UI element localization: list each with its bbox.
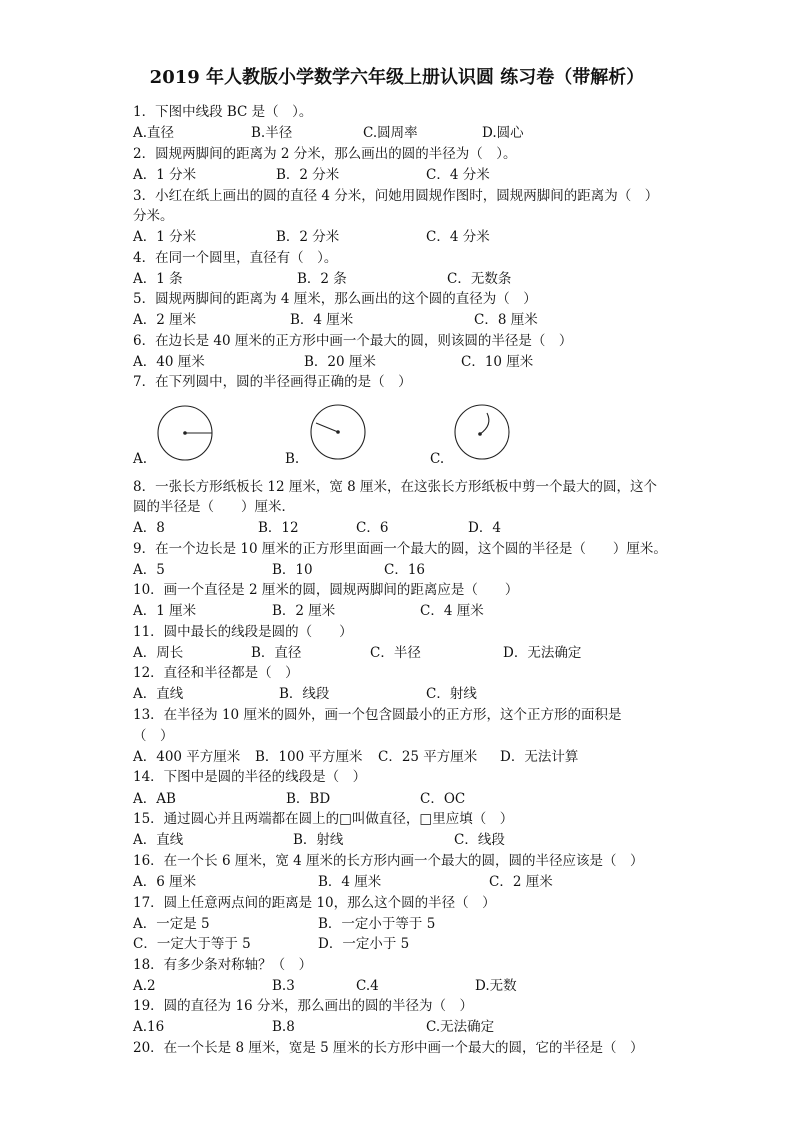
curved-line-c — [480, 413, 489, 434]
question-stem: 6．在边长是 40 厘米的正方形中画一个最大的圆，则该圆的半径是（ ） — [133, 333, 573, 349]
option-b: B. — [285, 451, 300, 467]
option-a: A．AB — [133, 791, 176, 807]
option-c: C．10 厘米 — [461, 354, 534, 370]
center-dot-c — [478, 432, 482, 436]
option-b: B．4 厘米 — [318, 874, 382, 890]
question-stem-continued: （ ） — [133, 728, 174, 744]
option-a: A．直线 — [133, 832, 184, 848]
question-stem: 5．圆规两脚间的距离为 4 厘米，那么画出的这个圆的直径为（ ） — [133, 291, 537, 307]
option-c: C．OC — [420, 791, 466, 807]
question-stem: 4．在同一个圆里，直径有（ ）。 — [133, 250, 338, 266]
option-c: C．一定大于等于 5 — [133, 936, 251, 952]
radius-line-b — [316, 423, 338, 432]
option-a: A．一定是 5 — [133, 916, 210, 932]
question-stem: 9．在一个边长是 10 厘米的正方形里面画一个最大的圆，这个圆的半径是（ ）厘米。 — [133, 541, 667, 557]
option-a: A.2 — [133, 978, 156, 994]
radius-figures — [130, 398, 530, 468]
question-stem: 7．在下列圆中，圆的半径画得正确的是（ ） — [133, 374, 412, 390]
option-c: C．射线 — [426, 686, 477, 702]
question-stem: 10．画一个直径是 2 厘米的圆，圆规两脚间的距离应是（ ） — [133, 582, 519, 598]
option-d: D.圆心 — [482, 125, 524, 141]
option-a: A．1 条 — [133, 271, 183, 287]
option-a: A．8 — [133, 520, 165, 536]
option-c: C.圆周率 — [363, 125, 418, 141]
question-stem: 8．一张长方形纸板长 12 厘米，宽 8 厘米，在这张长方形纸板中剪一个最大的圆，这个 — [133, 479, 658, 495]
option-c: C．线段 — [454, 832, 505, 848]
option-a: A．5 — [133, 562, 165, 578]
option-d: D．4 — [468, 520, 501, 536]
option-a: A．直线 — [133, 686, 184, 702]
circle-figure-c — [455, 405, 509, 459]
option-a: A．2 厘米 — [133, 312, 197, 328]
center-dot-a — [183, 431, 187, 435]
question-stem: 11．圆中最长的线段是圆的（ ） — [133, 624, 353, 640]
option-c: C．半径 — [370, 645, 421, 661]
option-b: B．2 条 — [297, 271, 347, 287]
option-a: A．1 分米 — [133, 229, 197, 245]
option-d: D．无法计算 — [500, 749, 579, 765]
option-b: B．20 厘米 — [304, 354, 376, 370]
option-a: A.直径 — [133, 125, 175, 141]
question-stem: 3．小红在纸上画出的圆的直径 4 分米，问她用圆规作图时，圆规两脚间的距离为（ ） — [133, 188, 659, 204]
center-dot-b — [336, 430, 340, 434]
option-a: A．1 分米 — [133, 167, 197, 183]
document-title: 2019 年人教版小学数学六年级上册认识圆 练习卷（带解析） — [149, 67, 645, 88]
option-a: A．1 厘米 — [133, 603, 197, 619]
option-c: C．4 分米 — [426, 229, 490, 245]
option-b: B.8 — [272, 1019, 295, 1035]
option-d: D.无数 — [475, 978, 517, 994]
option-b: B．BD — [286, 791, 331, 807]
option-c: C.无法确定 — [426, 1019, 495, 1035]
option-b: B．2 分米 — [276, 229, 340, 245]
option-a: A．6 厘米 — [133, 874, 197, 890]
question-stem: 2．圆规两脚间的距离为 2 分米，那么画出的圆的半径为（ ）。 — [133, 146, 517, 162]
option-c: C．无数条 — [447, 271, 512, 287]
question-stem: 14．下图中是圆的半径的线段是（ ） — [133, 769, 367, 785]
question-stem-continued: 圆的半径是（ ）厘米． — [133, 499, 295, 515]
question-stem: 18．有多少条对称轴？（ ） — [133, 957, 313, 973]
option-b: B．2 厘米 — [272, 603, 336, 619]
question-stem: 16．在一个长 6 厘米，宽 4 厘米的长方形内画一个最大的圆，圆的半径应该是（ ） — [133, 853, 644, 869]
option-b: B.3 — [272, 978, 295, 994]
option-c: C．2 厘米 — [489, 874, 553, 890]
option-b: B．12 — [258, 520, 299, 536]
option-b: B．10 — [272, 562, 313, 578]
option-a: A．400 平方厘米 — [133, 749, 241, 765]
option-c: C．4 厘米 — [420, 603, 484, 619]
option-c: C．6 — [356, 520, 389, 536]
question-stem: 12．直径和半径都是（ ） — [133, 665, 299, 681]
option-c: C．8 厘米 — [474, 312, 538, 328]
option-b: B．100 平方厘米 — [255, 749, 363, 765]
option-a: A. — [133, 451, 148, 467]
option-a: A．周长 — [133, 645, 184, 661]
option-b: B．2 分米 — [276, 167, 340, 183]
question-stem: 20．在一个长是 8 厘米，宽是 5 厘米的长方形中画一个最大的圆，它的半径是（ ） — [133, 1040, 644, 1056]
question-stem: 13．在半径为 10 厘米的圆外，画一个包含圆最小的正方形，这个正方形的面积是 — [133, 707, 622, 723]
option-d: D．无法确定 — [503, 645, 582, 661]
option-b: B．射线 — [293, 832, 344, 848]
option-c: C.4 — [356, 978, 379, 994]
question-stem: 15．通过圆心并且两端都在圆上的□叫做直径，□里应填（ ） — [133, 811, 514, 827]
option-b: B．一定小于等于 5 — [318, 916, 436, 932]
option-c: C．16 — [384, 562, 426, 578]
question-stem-continued: 分米。 — [133, 208, 174, 224]
circle-figure-a — [158, 406, 212, 460]
option-b: B.半径 — [251, 125, 293, 141]
option-a: A．40 厘米 — [133, 354, 205, 370]
option-c: C．25 平方厘米 — [378, 749, 478, 765]
option-a: A.16 — [133, 1019, 165, 1035]
question-stem: 19．圆的直径为 16 分米，那么画出的圆的半径为（ ） — [133, 998, 473, 1014]
circle-figure-b — [311, 405, 365, 459]
option-c: C．4 分米 — [426, 167, 490, 183]
option-d: D．一定小于 5 — [318, 936, 410, 952]
question-stem: 1．下图中线段 BC 是（ ）。 — [133, 104, 313, 120]
option-b: B．4 厘米 — [290, 312, 354, 328]
option-b: B．线段 — [279, 686, 330, 702]
question-stem: 17．圆上任意两点间的距离是 10，那么这个圆的半径（ ） — [133, 895, 496, 911]
option-b: B．直径 — [251, 645, 302, 661]
option-c: C. — [430, 451, 445, 467]
